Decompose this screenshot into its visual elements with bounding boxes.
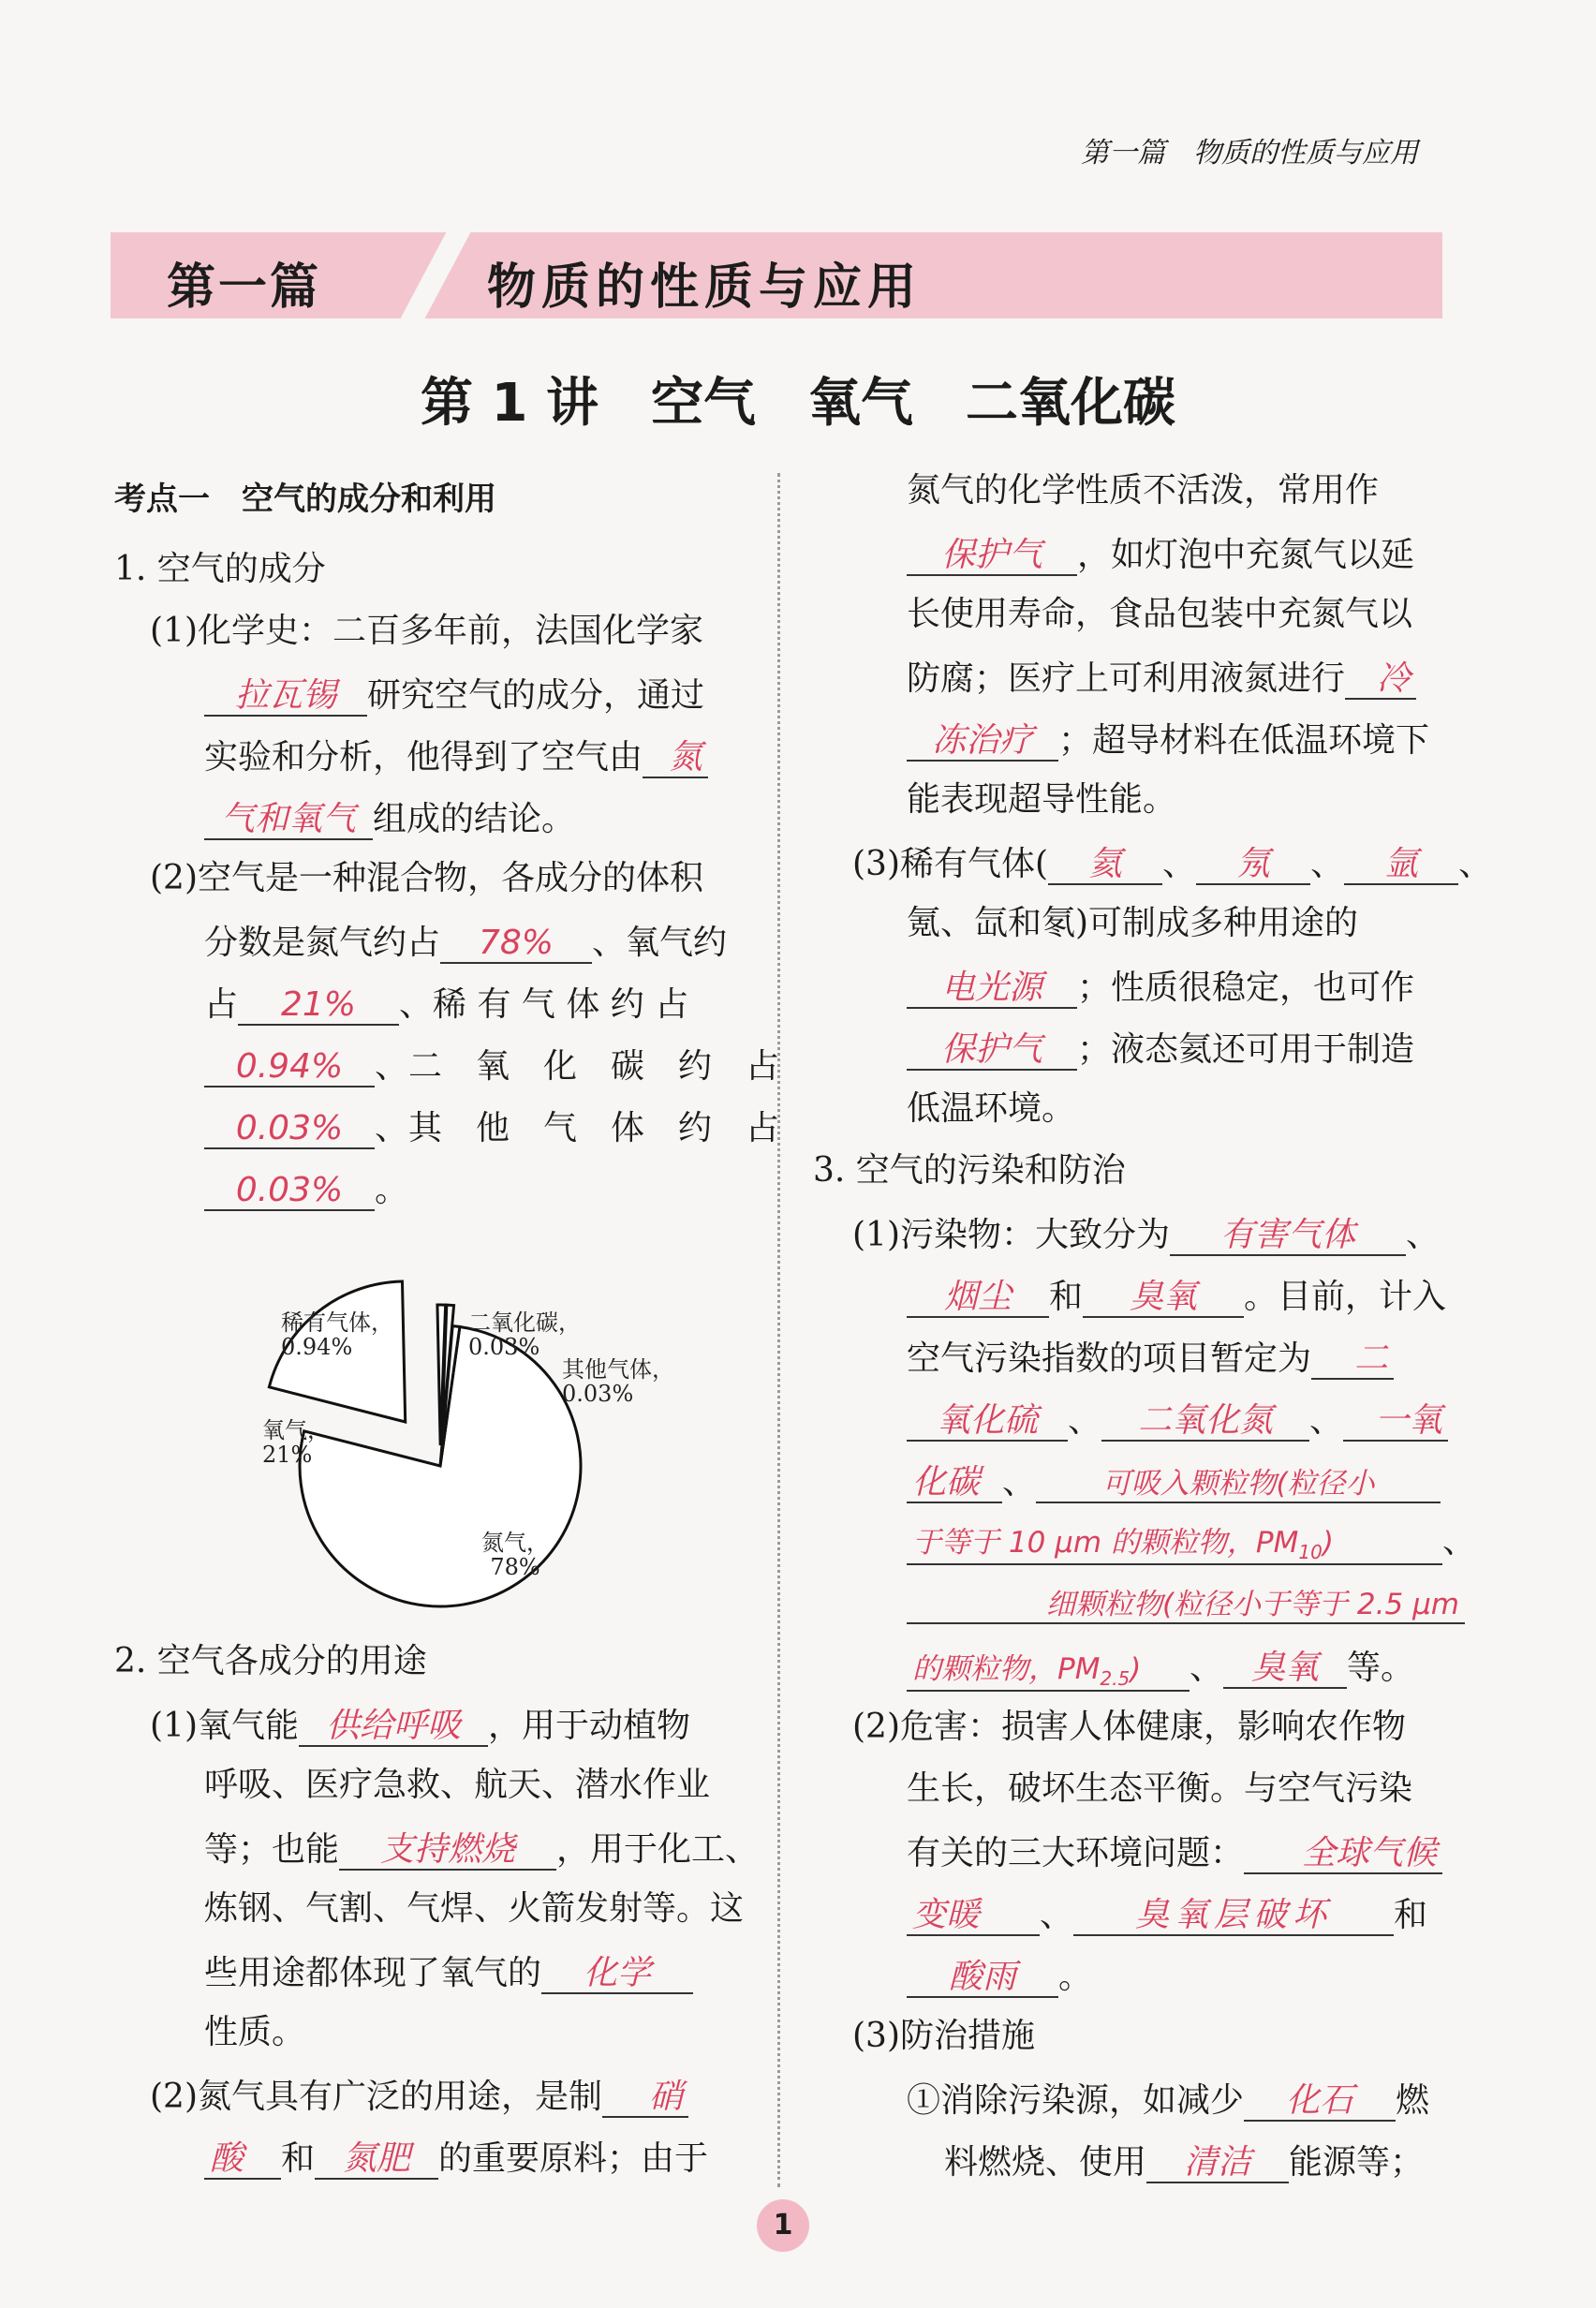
answer-blank: 可吸入颗粒物(粒径小 xyxy=(1036,1468,1441,1503)
text-line xyxy=(852,845,1492,885)
pie-value-label-0: 78% xyxy=(490,1554,540,1580)
text: 、 xyxy=(1002,1463,1037,1502)
answer-blank: 臭氧层破坏 xyxy=(1073,1896,1394,1936)
pie-label-2: 稀有气体， xyxy=(281,1309,393,1336)
text-line xyxy=(204,1830,759,1871)
answer-blank: 酸雨 xyxy=(907,1958,1058,1998)
pie-value-label-2: 0.94% xyxy=(281,1334,353,1360)
answer-blank: 臭氧 xyxy=(1223,1649,1347,1689)
subscript: 2.5 xyxy=(1100,1667,1130,1691)
text: 料燃烧、使用 xyxy=(944,2143,1147,2182)
heading-air-pollution: 3. 空气的污染和防治 xyxy=(813,1151,1126,1190)
air-composition-pie-chart xyxy=(225,1222,674,1635)
text-line xyxy=(204,800,575,840)
text: (1)氧气能 xyxy=(150,1707,299,1745)
text: ，如灯泡中充氮气以延 xyxy=(1077,536,1415,574)
answer-blank: 21% xyxy=(238,985,399,1026)
text: ①消除污染源，如减少 xyxy=(907,2081,1245,2120)
answer-blank: 化学 xyxy=(541,1954,693,1994)
text: 。 xyxy=(1058,1958,1093,1996)
answer-blank: 酸 xyxy=(204,2139,281,2180)
answer-blank: 供给呼吸 xyxy=(299,1707,488,1747)
pie-label-1: 氧气， xyxy=(262,1417,330,1443)
answer-blank: 细颗粒物(粒径小于等于 2.5 μm xyxy=(907,1589,1465,1624)
text-line xyxy=(907,1463,1441,1503)
pie-value-label-1: 21% xyxy=(262,1442,313,1468)
text: 占 xyxy=(204,985,239,1024)
answer-blank: 拉瓦锡 xyxy=(204,676,367,717)
answer-blank: 变暖 xyxy=(907,1896,1040,1936)
text-line: (2)危害：损害人体健康，影响农作物 xyxy=(852,1708,1406,1746)
text-line: (1)化学史：二百多年前，法国化学家 xyxy=(150,612,703,650)
text-line xyxy=(150,2078,688,2118)
answer-blank: 臭氧 xyxy=(1083,1278,1244,1318)
banner-title: 物质的性质与应用 xyxy=(487,259,923,316)
text-line xyxy=(852,1216,1440,1256)
answer-blank xyxy=(907,1653,1190,1692)
answer-blank: 电光源 xyxy=(907,969,1077,1009)
text: 等。 xyxy=(1347,1649,1415,1687)
answer-blank: 氦 xyxy=(1048,845,1162,885)
answer-blank: 二 xyxy=(1311,1339,1394,1380)
text: 、 xyxy=(1309,1401,1344,1440)
answer-blank: 冻治疗 xyxy=(907,721,1058,762)
text-line xyxy=(907,1522,1477,1565)
answer-blank: 氖 xyxy=(1196,845,1310,885)
text-line xyxy=(944,2143,1424,2183)
text: 、其 他 气 体 约 占 xyxy=(375,1109,780,1147)
answer-blank: 保护气 xyxy=(907,1030,1077,1071)
text: 组成的结论。 xyxy=(373,800,576,838)
text: 些用途都体现了氧气的 xyxy=(204,1954,542,1992)
text-line xyxy=(907,2081,1429,2122)
text: 有关的三大环境问题： xyxy=(907,1834,1245,1872)
answer-blank: 硝 xyxy=(602,2078,688,2118)
text-line: 氪、氙和氡)可制成多种用途的 xyxy=(907,904,1359,942)
text-line xyxy=(907,1896,1427,1936)
text-line xyxy=(907,1958,1092,1998)
pie-label-3: 二氧化碳， xyxy=(468,1309,581,1336)
text: 。 xyxy=(375,1171,409,1209)
text: 。目前，计入 xyxy=(1244,1278,1447,1316)
answer-blank: 0.94% xyxy=(204,1047,375,1087)
text: ；液态氦还可用于制造 xyxy=(1077,1030,1415,1069)
answer-blank xyxy=(907,1527,1442,1565)
text: 分数是氮气约占 xyxy=(204,924,441,962)
text-line: 长使用寿命，食品包装中充氮气以 xyxy=(907,595,1413,633)
text-line xyxy=(204,985,688,1026)
text: 空气污染指数的项目暂定为 xyxy=(907,1339,1312,1378)
lesson-title: 第 1 讲 空气 氧气 二氧化碳 xyxy=(421,373,1175,434)
text-line xyxy=(204,1171,408,1211)
text-line xyxy=(204,924,727,964)
subscript: 10 xyxy=(1298,1541,1323,1564)
text-line xyxy=(204,1109,779,1149)
text: 实验和分析，他得到了空气由 xyxy=(204,738,643,777)
text-line xyxy=(907,721,1429,762)
text-line: (2)空气是一种混合物，各成分的体积 xyxy=(150,859,703,897)
text: 、 xyxy=(1458,845,1493,883)
text-line xyxy=(907,1401,1448,1442)
text: 、 xyxy=(1068,1401,1102,1440)
answer-blank: 冷 xyxy=(1345,659,1416,700)
text-line xyxy=(907,659,1416,700)
text: 的颗粒物，PM xyxy=(912,1652,1101,1686)
answer-blank: 0.03% xyxy=(204,1109,375,1149)
text-line: (3)防治措施 xyxy=(852,2017,1035,2055)
text: 、稀 有 气 体 约 占 xyxy=(399,985,689,1024)
text: 燃 xyxy=(1396,2081,1430,2120)
text-line: 炼钢、气割、气焊、火箭发射等。这 xyxy=(204,1889,745,1928)
text: 、二 氧 化 碳 约 占 xyxy=(375,1047,780,1086)
answer-blank: 化碳 xyxy=(907,1463,1002,1503)
text-line xyxy=(907,1649,1414,1692)
answer-blank: 清洁 xyxy=(1146,2143,1289,2183)
text: 研究空气的成分，通过 xyxy=(367,676,705,715)
text: 防腐；医疗上可利用液氮进行 xyxy=(907,659,1346,698)
text-line xyxy=(204,1047,779,1087)
text: 、 xyxy=(1040,1896,1074,1934)
answer-blank: 有害气体 xyxy=(1170,1216,1406,1256)
pie-label-4: 其他气体， xyxy=(562,1356,674,1383)
running-head: 第一篇 物质的性质与应用 xyxy=(1081,137,1418,170)
text-line: 氮气的化学性质不活泼，常用作 xyxy=(907,471,1380,510)
text: 、 xyxy=(1190,1649,1224,1687)
answer-blank: 化石 xyxy=(1244,2081,1396,2122)
answer-blank: 保护气 xyxy=(907,536,1077,576)
text: ) xyxy=(1130,1652,1142,1686)
text-line xyxy=(204,1954,693,1994)
section-heading: 考点一 空气的成分和利用 xyxy=(114,481,496,518)
text: ；性质很稳定，也可作 xyxy=(1077,969,1415,1007)
answer-blank: 氮肥 xyxy=(315,2139,438,2180)
answer-blank: 二氧化氮 xyxy=(1101,1401,1309,1442)
text: 等；也能 xyxy=(204,1830,340,1869)
answer-blank: 氮 xyxy=(643,738,708,778)
answer-blank: 一氧 xyxy=(1343,1401,1448,1442)
text-line: 生长，破坏生态平衡。与空气污染 xyxy=(907,1769,1413,1808)
heading-air-composition: 1. 空气的成分 xyxy=(114,550,326,588)
column-divider xyxy=(777,473,780,2187)
text-line: 低温环境。 xyxy=(907,1089,1076,1128)
answer-blank: 全球气候 xyxy=(1244,1834,1442,1874)
text-line xyxy=(907,1339,1394,1380)
answer-blank: 烟尘 xyxy=(907,1278,1049,1318)
text: 、 xyxy=(1310,845,1345,883)
text-line xyxy=(907,536,1414,576)
banner-part: 第一篇 xyxy=(167,259,322,316)
text: ，用于化工、 xyxy=(556,1830,760,1869)
answer-blank: 支持燃烧 xyxy=(339,1830,556,1871)
text: 的重要原料；由于 xyxy=(438,2139,709,2178)
text: (1)污染物：大致分为 xyxy=(852,1216,1170,1254)
text: ，用于动植物 xyxy=(488,1707,691,1745)
text: (2)氮气具有广泛的用途，是制 xyxy=(150,2078,602,2116)
text-line xyxy=(204,676,704,717)
text-line: 能表现超导性能。 xyxy=(907,780,1177,819)
text: 和 xyxy=(1394,1896,1428,1934)
text: 能源等； xyxy=(1289,2143,1425,2182)
pie-label-0: 氮气， xyxy=(481,1530,549,1556)
answer-blank: 78% xyxy=(440,924,592,964)
text: 、氧气约 xyxy=(592,924,728,962)
text-line: 性质。 xyxy=(204,2013,306,2051)
text: (3)稀有气体( xyxy=(852,845,1049,883)
text: 、 xyxy=(1442,1522,1477,1561)
text: 、 xyxy=(1162,845,1197,883)
answer-blank: 氩 xyxy=(1344,845,1458,885)
text-line xyxy=(907,969,1414,1009)
answer-blank: 氧化硫 xyxy=(907,1401,1068,1442)
text-line xyxy=(907,1834,1442,1874)
text: ；超导材料在低温环境下 xyxy=(1058,721,1430,760)
pie-value-label-3: 0.03% xyxy=(468,1334,540,1360)
text-line xyxy=(204,2139,708,2180)
text: 和 xyxy=(1049,1278,1084,1316)
text-line xyxy=(907,1030,1414,1071)
answer-blank: 0.03% xyxy=(204,1171,375,1211)
pie-value-label-4: 0.03% xyxy=(562,1381,634,1407)
text-line xyxy=(907,1587,1465,1624)
text-line xyxy=(907,1278,1446,1318)
heading-air-uses: 2. 空气各成分的用途 xyxy=(114,1642,427,1680)
text: 于等于 10 μm 的颗粒物，PM xyxy=(912,1526,1299,1560)
page-number: 1 xyxy=(757,2199,809,2252)
text-line xyxy=(204,738,708,778)
text: 和 xyxy=(281,2139,316,2178)
text-line xyxy=(150,1707,690,1747)
answer-blank: 气和氧气 xyxy=(204,800,373,840)
text-line: 呼吸、医疗急救、航天、潜水作业 xyxy=(204,1766,711,1804)
text: 、 xyxy=(1406,1216,1441,1254)
text: ) xyxy=(1322,1526,1334,1560)
